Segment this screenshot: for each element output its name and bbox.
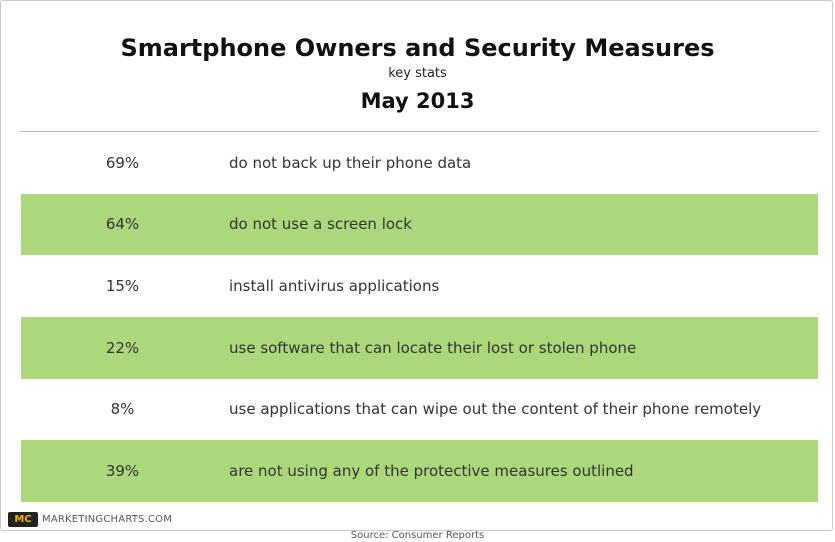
chart-subtitle: key stats [388, 66, 447, 81]
chart-title: Smartphone Owners and Security Measures [120, 34, 715, 62]
table-row [21, 440, 818, 502]
row-percent: 8% [110, 400, 135, 419]
row-percent: 69% [105, 153, 140, 172]
table-row [21, 194, 818, 256]
table-row [21, 255, 818, 317]
row-measure: use software that can locate their lost or stolen phone [229, 338, 637, 357]
source-note: Source: Consumer Reports [350, 530, 485, 541]
row-percent: 22% [105, 338, 140, 357]
stats-table [21, 132, 818, 502]
marketingcharts-logo-icon [8, 512, 38, 527]
chart-date: May 2013 [360, 89, 475, 113]
row-measure: do not use a screen lock [229, 215, 412, 234]
row-measure: do not back up their phone data [229, 153, 472, 172]
table-row [21, 379, 818, 441]
row-measure: use applications that can wipe out the content of their phone remotely [229, 400, 762, 419]
row-percent: 39% [105, 462, 140, 481]
table-row [21, 132, 818, 194]
footer-site: MARKETINGCHARTS.COM [42, 514, 173, 525]
row-percent: 15% [105, 277, 140, 296]
logo-text: MC [14, 514, 32, 525]
row-measure: are not using any of the protective measures outlined [229, 462, 634, 481]
table-row [21, 317, 818, 379]
row-percent: 64% [105, 215, 140, 234]
row-measure: install antivirus applications [229, 277, 440, 296]
